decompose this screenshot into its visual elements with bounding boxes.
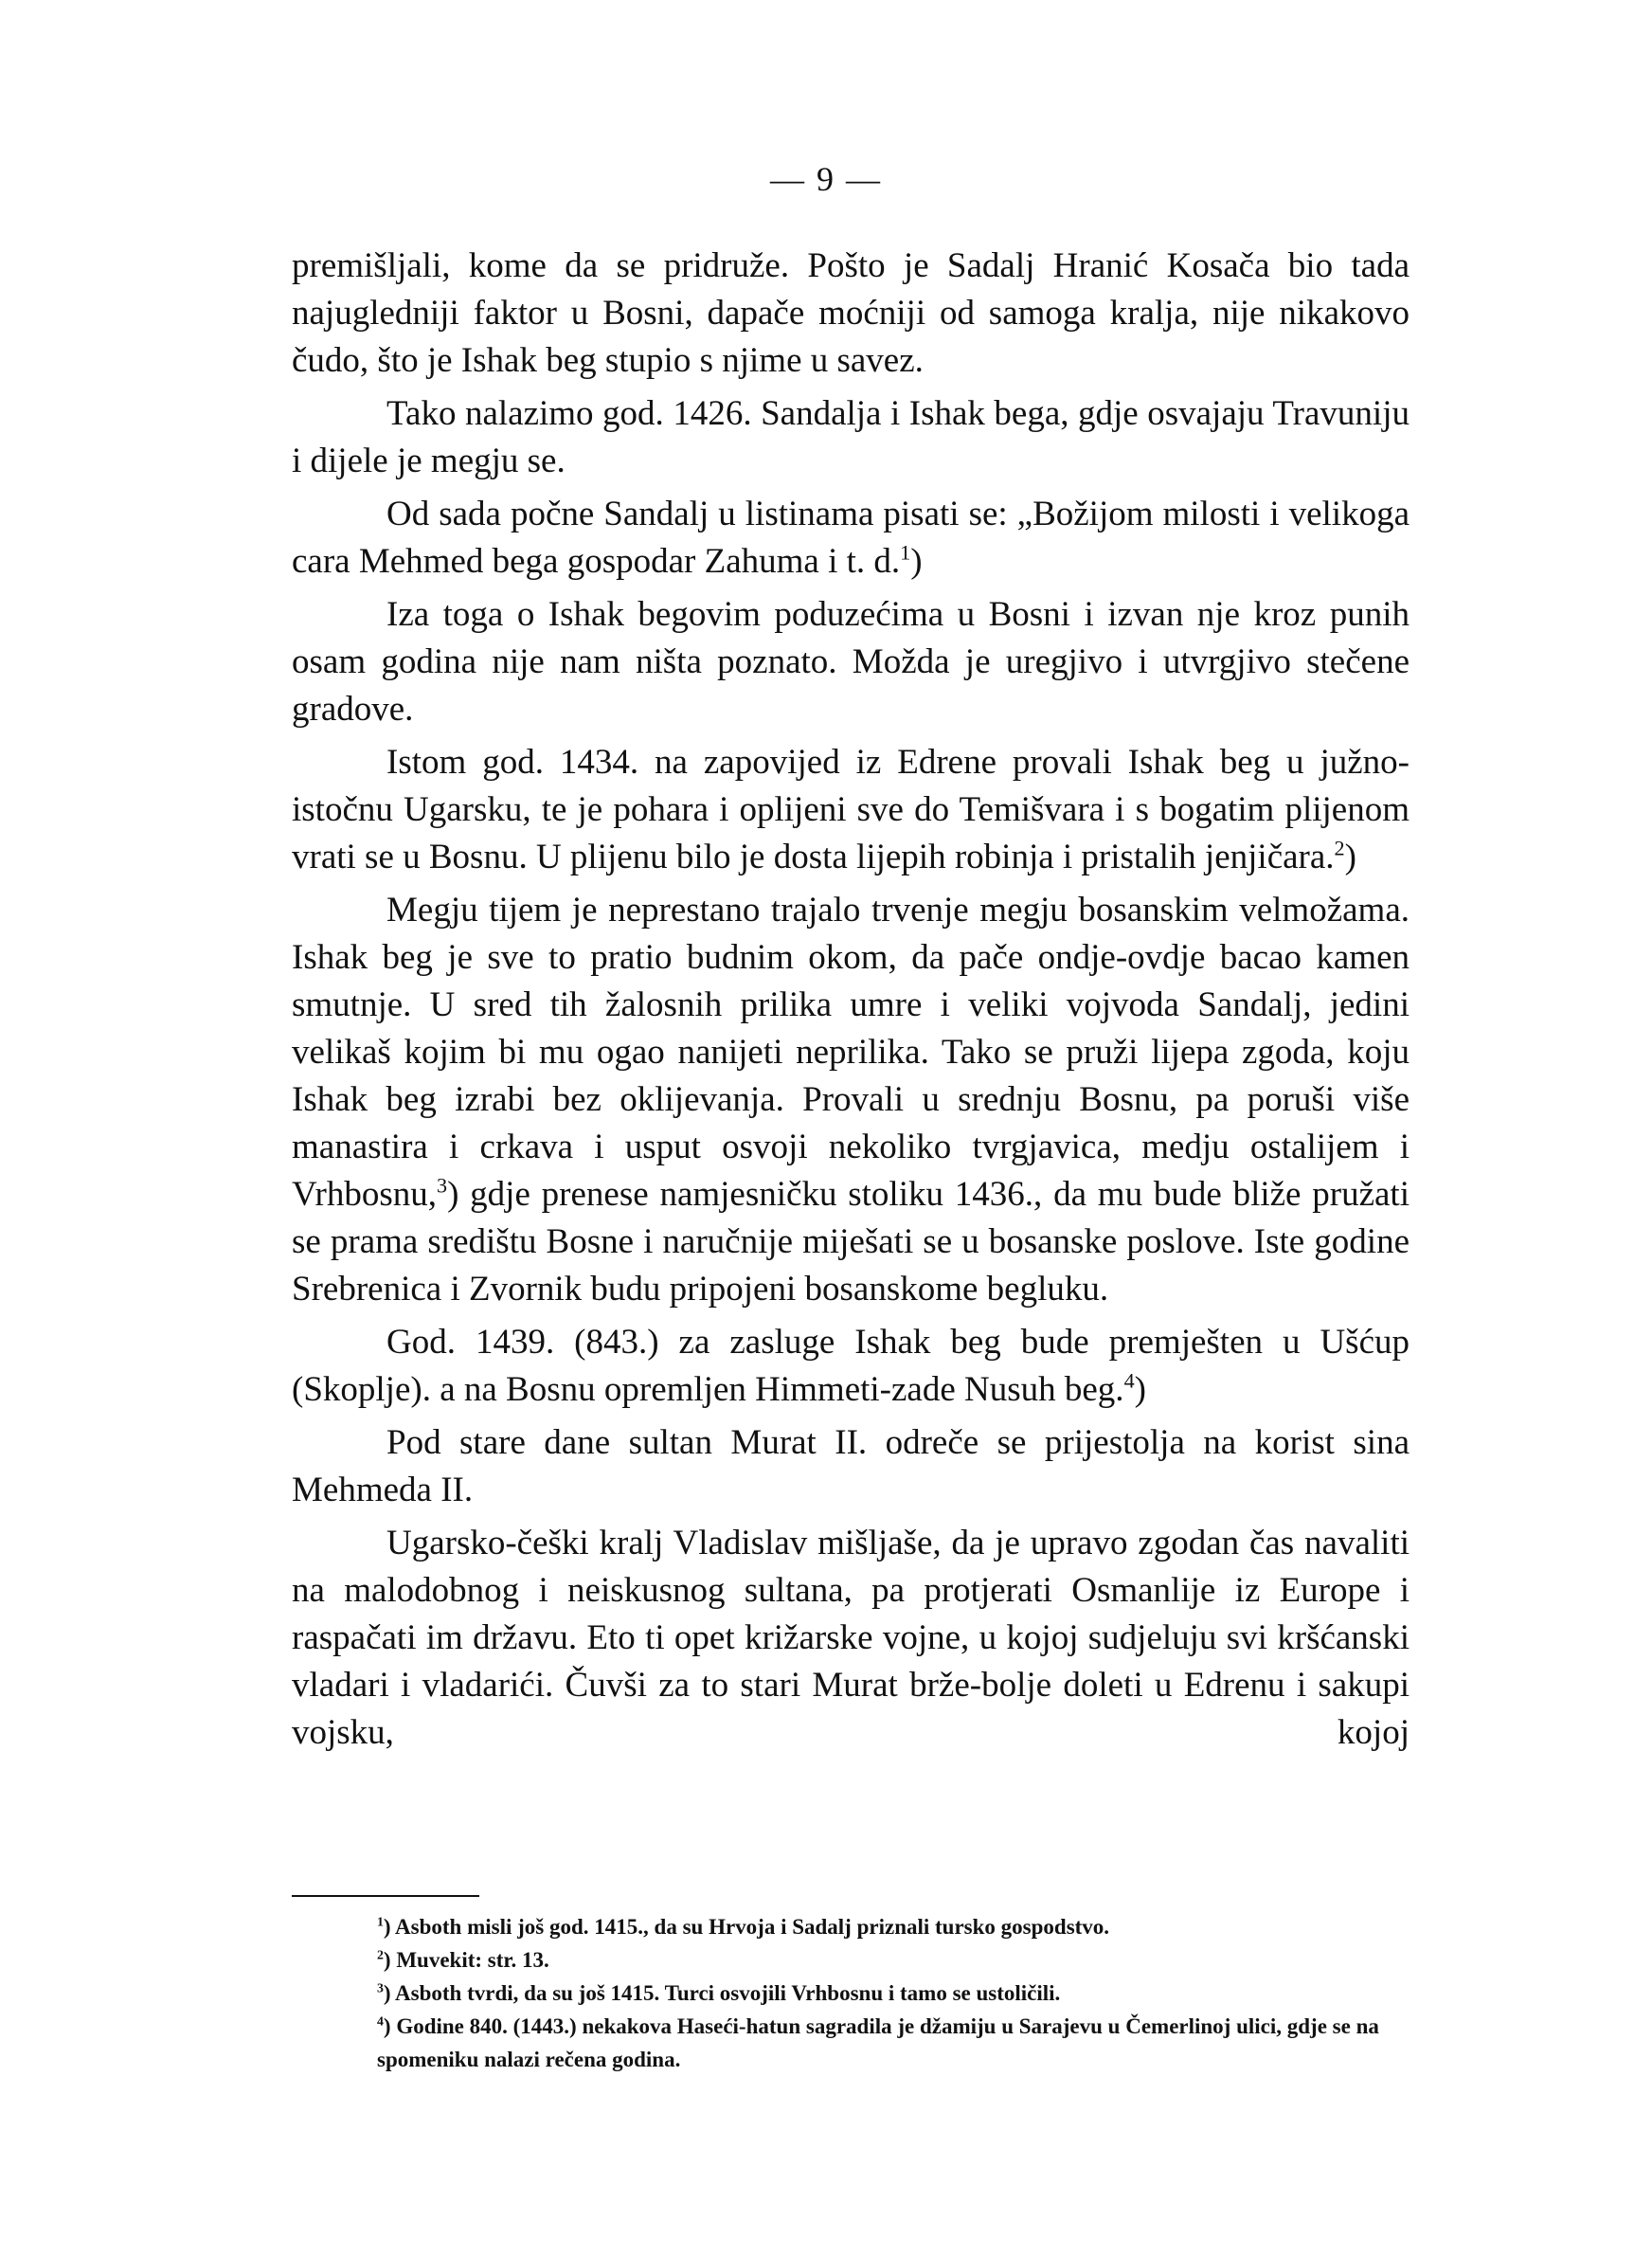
paragraph-3-tail: ) <box>910 542 923 581</box>
footnote-3 <box>292 1977 1410 2010</box>
paragraph-8: Pod stare dane sultan Murat II. odreče se prijestolja na korist sina Mehmeda II. <box>292 1423 1410 1509</box>
footnote-text: ) Muvekit: str. 13. <box>383 1948 549 1972</box>
footnote-4 <box>292 2010 1410 2076</box>
footnote-marker: 1 <box>377 1914 384 1929</box>
footnote-2 <box>292 1943 1410 1977</box>
main-text <box>292 243 1410 1762</box>
paragraph-3-text: Od sada počne Sandalj u listinama pisati se: „Božijom milosti i velikoga cara Mehmed bega gospodar Zahuma i t. d. <box>292 495 1410 581</box>
footnote-ref-3: 3 <box>436 1173 448 1198</box>
paragraph-5-tail: ) <box>1344 838 1356 876</box>
paragraph-7-tail: ) <box>1134 1370 1146 1409</box>
footnote-ref-2: 2 <box>1334 836 1345 860</box>
footnote-separator <box>292 1895 479 1897</box>
paragraph-6 <box>292 887 1410 1313</box>
footnote-marker: 2 <box>377 1947 384 1962</box>
paragraph-4: Iza toga o Ishak begovim poduzećima u Bosni i izvan nje kroz punih osam godina nije nam ništa poznato. Možda je uregjivo i utvrgjivo stečene gradove. <box>292 595 1410 729</box>
footnote-ref-4: 4 <box>1123 1368 1135 1393</box>
paragraph-9: Ugarsko-češki kralj Vladislav mišljaše, da je upravo zgodan čas navaliti na malodobnog i neiskusnog sultana, pa protjerati Osmanlije iz Europe i raspačati im državu. Eto ti opet križarske vojne, u kojoj sudjeluju svi kršćanski vladari i vladarići. Čuvši za to stari Murat brže-bolje doleti u Edrenu i sakupi vojsku, kojoj <box>292 1524 1410 1752</box>
paragraph-1: premišljali, kome da se pridruže. Pošto je Sadalj Hranić Kosača bio tada najugledniji faktor u Bosni, dapače moćniji od samoga kralja, nije nikakovo čudo, što je Ishak beg stupio s njime u savez. <box>292 246 1410 380</box>
footnote-text: ) Asboth misli još god. 1415., da su Hrvoja i Sadalj priznali tursko gospodstvo. <box>383 1915 1110 1939</box>
paragraph-2: Tako nalazimo god. 1426. Sandalja i Ishak bega, gdje osvajaju Travuniju i dijele je megju se. <box>292 394 1410 480</box>
paragraph-5-text: Istom god. 1434. na zapovijed iz Edrene provali Ishak beg u južno-istočnu Ugarsku, te je pohara i oplijeni sve do Temišvara i s bogatim plijenom vrati se u Bosnu. U plijenu bilo je dosta lijepih robinja i pristalih jenjičara. <box>292 743 1410 876</box>
footnote-text: ) Godine 840. (1443.) nekakova Haseći-hatun sagradila je džamiju u Sarajevu u Čemerlinoj ulici, gdje se na spomeniku nalazi rečena godina. <box>377 2014 1379 2071</box>
paragraph-3 <box>292 491 1410 586</box>
footnote-ref-1: 1 <box>900 540 911 565</box>
paragraph-7-text: God. 1439. (843.) za zasluge Ishak beg bude premješten u Ušćup (Skoplje). a na Bosnu opremljen Himmeti-zade Nusuh beg. <box>292 1323 1410 1409</box>
paragraph-6-text-b: ) gdje prenese namjesničku stoliku 1436., da mu bude bliže pružati se prama središtu Bosne i naručnije miješati se u bosanske poslove. Iste godine Srebrenica i Zvornik budu pripojeni bosanskome begluku. <box>292 1175 1410 1309</box>
footnote-1 <box>292 1910 1410 1943</box>
paragraph-6-text-a: Megju tijem je neprestano trajalo trvenje megju bosanskim velmožama. Ishak beg je sve to pratio budnim okom, da pače ondje-ovdje bacao kamen smutnje. U sred tih žalosnih prilika umre i veliki vojvoda Sandalj, jedini velikaš kojim bi mu ogao nanijeti neprilika. Tako se pruži lijepa zgoda, koju Ishak beg izrabi bez oklijevanja. Provali u srednju Bosnu, pa poruši više manastira i crkava i usput osvoji nekoliko tvrgjavica, medju ostalijem i Vrhbosnu, <box>292 891 1410 1214</box>
footnote-marker: 3 <box>377 1980 384 1995</box>
footnote-text: ) Asboth tvrdi, da su još 1415. Turci osvojili Vrhbosnu i tamo se ustoličili. <box>383 1981 1061 2005</box>
paragraph-7 <box>292 1319 1410 1414</box>
paragraph-5 <box>292 739 1410 881</box>
footnote-marker: 4 <box>377 2013 384 2029</box>
footnotes <box>292 1910 1410 2076</box>
page-number: — 9 — <box>770 160 882 198</box>
